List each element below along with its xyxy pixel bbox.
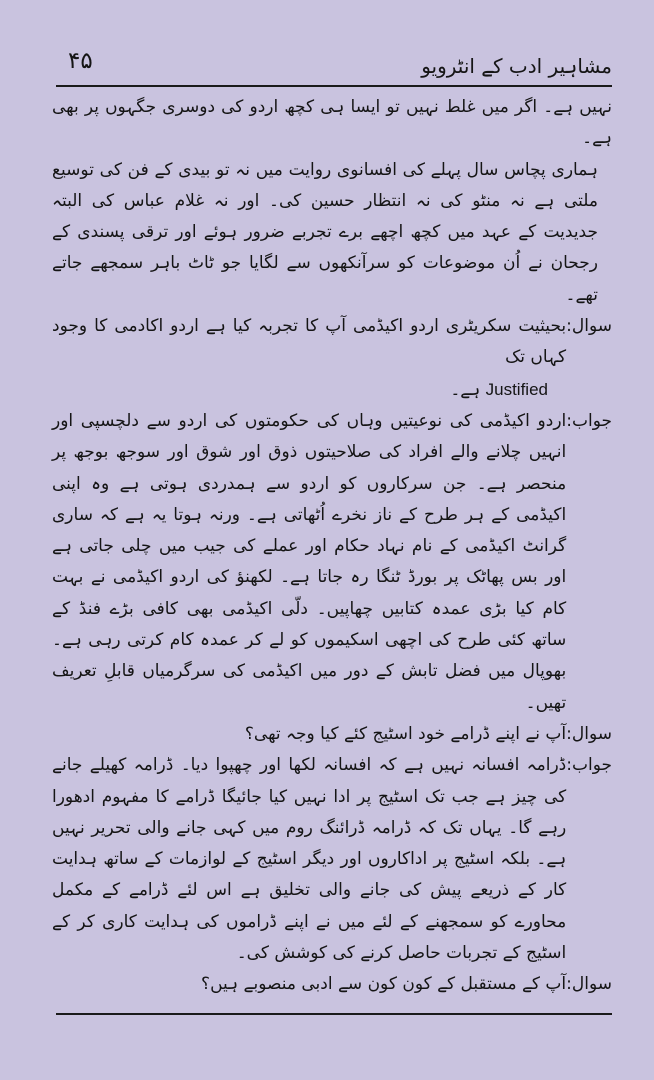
question-text: آپ کے مستقبل کے کون کون سے ادبی منصوبے ہیں؟: [201, 974, 567, 995]
answer-label: جواب:: [566, 410, 612, 431]
paragraph: ہماری پچاس سال پہلے کی افسانوی روایت میں نہ تو بیدی کے فن کی توسیع ملتی ہے نہ منٹو کی نہ انتظار حسین کی۔ اور نہ غلام عباس کی البتہ جدیدیت کے عہد میں کچھ اچھے برے تجربے ضرور ہوئے اور ترقی پسندی کے رجحان نے اُن موضوعات کو سرآنکھوں سے لگایا جو ٹاٹ باہر سمجھے جاتے تھے۔: [52, 159, 598, 305]
question-block: [52, 719, 612, 750]
question-block: [52, 311, 612, 374]
answer-block: [52, 406, 612, 719]
question-label: سوال:: [566, 723, 612, 744]
running-header-title: مشاہیر ادب کے انٹرویو: [421, 54, 612, 78]
question-label: سوال:: [566, 974, 612, 995]
page-number: ۴۵: [68, 48, 93, 74]
footer-rule: [56, 1013, 612, 1015]
latin-term: Justified: [485, 379, 548, 399]
question-text: آپ نے اپنے ڈرامے خود اسٹیج کئے کیا وجہ تھی؟: [244, 723, 567, 744]
question-continuation: Justified ہے۔: [450, 379, 548, 400]
answer-label: جواب:: [566, 755, 612, 776]
answer-text: اردو اکیڈمی کی نوعیتیں وہاں کی حکومتوں کی اردو سے دلچسپی اور انہیں چلانے والے افراد کی صلاحیتوں ذوق اور شوق اور سوجھ بوجھ پر منحصر ہے۔ جن سرکاروں کو اردو سے ہمدردی ہوتی ہے وہ اپنی اکیڈمی کے ہر طرح کے ناز نخرے اُٹھاتی ہے۔ ورنہ ہوتا یہ ہے کہ ساری گرانٹ اکیڈمی کے نام نہاد حکام اور عملے کی جیب میں چلی جاتی ہے اور بس پھاٹک پر بورڈ ٹنگا رہ جاتا ہے۔ لکھنؤ کی اردو اکیڈمی نے بہت کام کیا بڑی عمدہ کتابیں چھاپیں۔ دلّی اکیڈمی بھی کافی بڑے فنڈ کے ساتھ کئی طرح کی اچھی اسکیموں کو لے کر عمدہ کام کرتی رہی ہے۔ بھوپال میں فضل تابش کے دور میں اکیڈمی کی سرگرمیاں قابلِ تعریف تھیں۔: [52, 410, 567, 713]
question-text: بحیثیت سکریٹری اردو اکیڈمی آپ کا تجربہ کیا ہے اردو اکادمی کا وجود کہاں تک: [52, 316, 567, 368]
answer-text: ڈرامہ افسانہ نہیں ہے کہ افسانہ لکھا اور چھپوا دیا۔ ڈرامہ کھیلے جانے کی چیز ہے جب تک اسٹیج پر ادا نہیں کیا جائیگا ڈرامے کا مفہوم ادھورا رہے گا۔ یہاں تک کہ ڈرامہ ڈرائنگ روم میں کہی جانے والی تحریر نہیں ہے۔ بلکہ اسٹیج پر اداکاروں اور دیگر اسٹیج کے لوازمات کے ساتھ ہدایت کار کے ذریعے پیش کی جانے والی تخلیق ہے اس لئے ڈرامے کے مکمل محاورے کو سمجھنے کے لئے میں نے اپنے ڈراموں کی ہدایت کاری کر کے اسٹیج کے تجربات حاصل کرنے کی کوشش کی۔: [52, 755, 567, 964]
question-block: [52, 969, 612, 1000]
page-body: [52, 92, 612, 1001]
question-label: سوال:: [566, 316, 612, 337]
answer-block: [52, 750, 612, 969]
paragraph-continuation: نہیں ہے۔ اگر میں غلط نہیں تو ایسا ہی کچھ اردو کی دوسری جگہوں پر بھی ہے۔: [52, 97, 612, 149]
header-rule: [56, 85, 612, 87]
